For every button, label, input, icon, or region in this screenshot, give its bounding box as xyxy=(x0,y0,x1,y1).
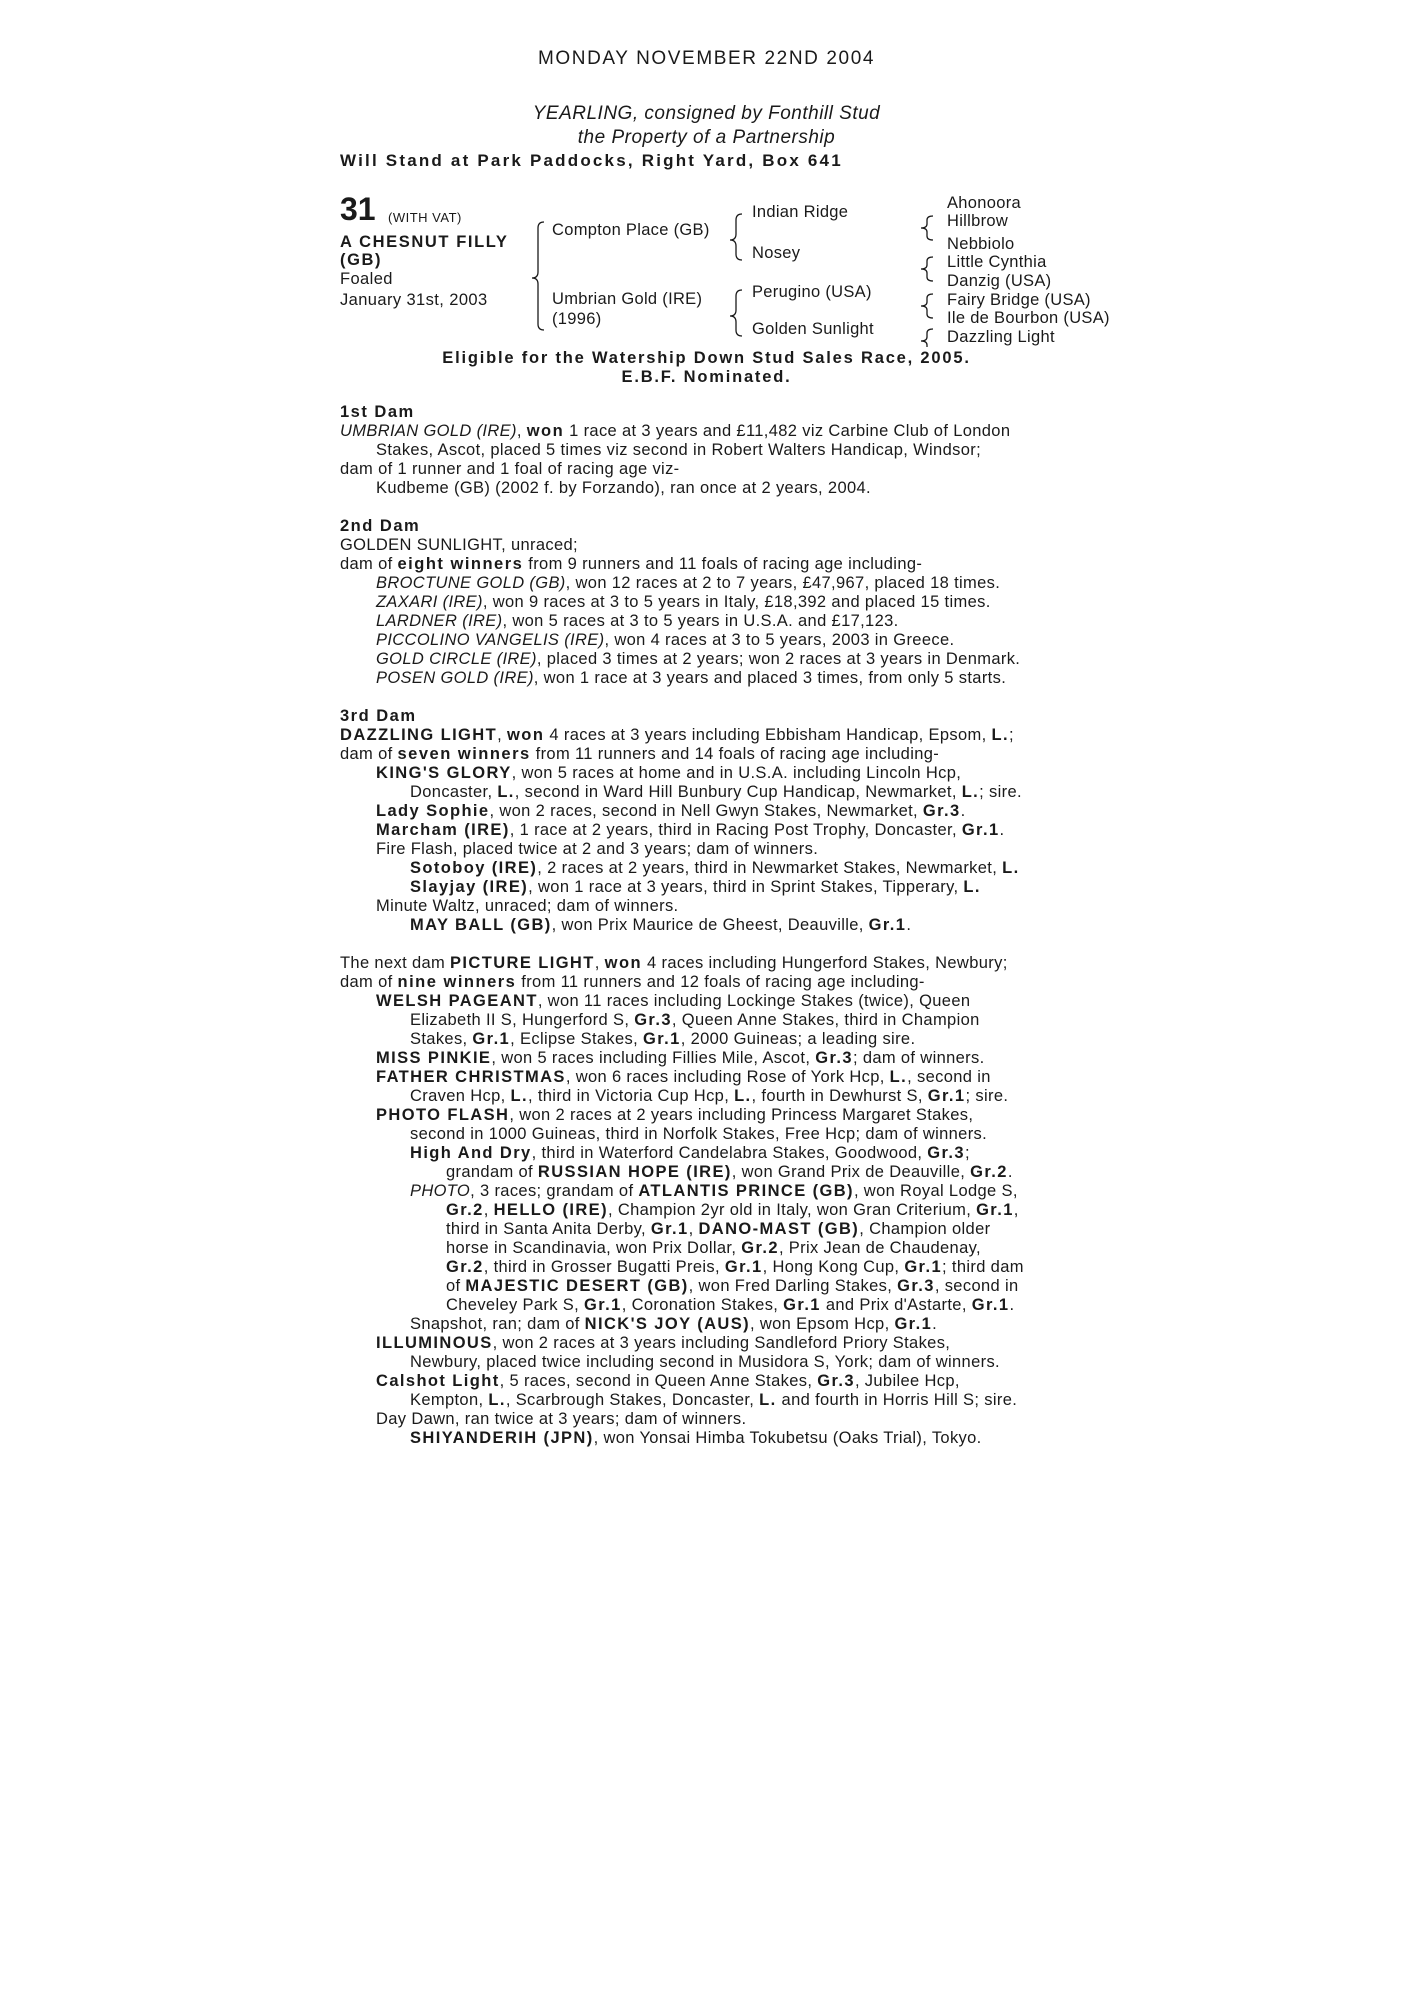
text-run: Calshot Light xyxy=(376,1372,500,1390)
ggp-8: Dazzling Light xyxy=(947,328,1055,346)
text-run: , won 4 races at 3 to 5 years, 2003 in Greece. xyxy=(604,631,955,649)
text-run: HELLO (IRE) xyxy=(493,1201,608,1219)
text-run: ; sire. xyxy=(979,783,1022,801)
dam-name: Umbrian Gold (IRE) xyxy=(552,290,703,308)
text-run: L. xyxy=(961,783,980,801)
text-run: , 2 races at 2 years, third in Newmarket Stakes, Newmarket, xyxy=(537,859,1003,877)
text-run: , xyxy=(497,726,507,744)
text-run: from 11 runners and 12 foals of racing age including- xyxy=(516,973,925,991)
text-run: Gr.1 xyxy=(724,1258,763,1276)
text-line xyxy=(340,479,1080,498)
section-gap xyxy=(340,935,1080,954)
text-line xyxy=(340,859,1080,878)
text-run: FATHER CHRISTMAS xyxy=(376,1068,566,1086)
text-run: 1st Dam xyxy=(340,403,415,421)
text-run: , Coronation Stakes, xyxy=(621,1296,784,1314)
text-run: , xyxy=(594,954,605,972)
text-line xyxy=(340,441,1080,460)
text-line xyxy=(340,992,1080,1011)
text-run: , Hong Kong Cup, xyxy=(762,1258,905,1276)
text-line xyxy=(340,422,1080,441)
text-run: , 2000 Guineas; a leading sire. xyxy=(680,1030,916,1048)
text-line xyxy=(340,1182,1080,1201)
text-run: Gr.1 xyxy=(927,1087,966,1105)
text-line xyxy=(340,1068,1080,1087)
text-run: , third in Victoria Cup Hcp, xyxy=(527,1087,735,1105)
text-line xyxy=(340,1220,1080,1239)
text-line xyxy=(340,536,1080,555)
text-run: won xyxy=(526,422,565,440)
text-run: dam of xyxy=(340,973,398,991)
section-gap xyxy=(340,688,1080,707)
text-run: ILLUMINOUS xyxy=(376,1334,493,1352)
text-run: Gr.1 xyxy=(868,916,907,934)
text-line xyxy=(340,555,1080,574)
text-run: . xyxy=(932,1315,938,1333)
text-run: ; xyxy=(965,1144,970,1162)
text-run: ; xyxy=(1008,726,1014,744)
text-run: L. xyxy=(759,1391,777,1409)
text-line xyxy=(340,1353,1080,1372)
text-run: , won 5 races at home and in U.S.A. including Lincoln Hcp, xyxy=(511,764,962,782)
text-run: Craven Hcp, xyxy=(410,1087,511,1105)
text-run: . xyxy=(1007,1163,1013,1181)
text-run: UMBRIAN GOLD (IRE) xyxy=(340,422,517,440)
text-run: Gr.1 xyxy=(971,1296,1010,1314)
text-run: ; dam of winners. xyxy=(852,1049,985,1067)
text-run: , Champion older xyxy=(859,1220,991,1238)
sale-date: MONDAY NOVEMBER 22ND 2004 xyxy=(537,48,876,69)
text-run: , fourth in Dewhurst S, xyxy=(751,1087,928,1105)
text-run: . xyxy=(1009,1296,1015,1314)
eligibility-note: Eligible for the Watership Down Stud Sales Race, 2005. xyxy=(442,349,971,367)
text-line xyxy=(340,726,1080,745)
text-line xyxy=(340,916,1080,935)
text-line xyxy=(340,631,1080,650)
text-run: , placed 3 times at 2 years; won 2 races at 3 years in Denmark. xyxy=(536,650,1021,668)
text-run: L. xyxy=(1002,859,1020,877)
text-run: , Prix Jean de Chaudenay, xyxy=(778,1239,981,1257)
text-run: Gr.1 xyxy=(584,1296,622,1314)
text-run: Stakes, xyxy=(410,1030,473,1048)
text-run: L. xyxy=(963,878,981,896)
text-run: , xyxy=(516,422,527,440)
text-line xyxy=(340,1239,1080,1258)
text-run: , xyxy=(1013,1201,1019,1219)
text-run: Gr.1 xyxy=(904,1258,943,1276)
horse-description: A CHESNUT FILLY xyxy=(340,233,509,251)
text-run: , Jubilee Hcp, xyxy=(854,1372,960,1390)
ggp-5: Danzig (USA) xyxy=(947,272,1052,290)
text-line xyxy=(340,707,1080,726)
text-run: L. xyxy=(510,1087,528,1105)
text-line xyxy=(340,1125,1080,1144)
text-run: , Queen Anne Stakes, third in Champion xyxy=(671,1011,980,1029)
text-run: , won Fred Darling Stakes, xyxy=(688,1277,898,1295)
text-run: , xyxy=(688,1220,699,1238)
text-line xyxy=(340,1372,1080,1391)
text-run: 3rd Dam xyxy=(340,707,417,725)
text-run: , won 11 races including Lockinge Stakes (twice), Queen xyxy=(537,992,971,1010)
text-line xyxy=(340,1391,1080,1410)
ggp-3: Nebbiolo xyxy=(947,235,1015,253)
text-run: and fourth in Horris Hill S; sire. xyxy=(776,1391,1018,1409)
sire-sire-name: Indian Ridge xyxy=(752,203,849,221)
text-run: Snapshot, ran; dam of xyxy=(410,1315,585,1333)
text-run: , 1 race at 2 years, third in Racing Post Trophy, Doncaster, xyxy=(509,821,962,839)
text-line xyxy=(340,1201,1080,1220)
text-run: High And Dry xyxy=(410,1144,532,1162)
text-run: PICTURE LIGHT xyxy=(450,954,595,972)
text-run: 4 races at 3 years including Ebbisham Handicap, Epsom, xyxy=(544,726,992,744)
text-run: Gr.3 xyxy=(817,1372,855,1390)
text-run: , Champion 2yr old in Italy, won Gran Criterium, xyxy=(608,1201,977,1219)
text-run: , second in xyxy=(907,1068,991,1086)
text-line xyxy=(340,973,1080,992)
text-run: Fire Flash, placed twice at 2 and 3 years; dam of winners. xyxy=(376,840,819,858)
text-line xyxy=(340,1011,1080,1030)
text-run: ; third dam xyxy=(942,1258,1024,1276)
text-run: Minute Waltz, unraced; dam of winners. xyxy=(376,897,679,915)
text-run: , won Royal Lodge S, xyxy=(853,1182,1018,1200)
sire-name: Compton Place (GB) xyxy=(552,221,710,239)
text-run: . xyxy=(960,802,966,820)
text-run: Gr.1 xyxy=(783,1296,821,1314)
text-line xyxy=(340,897,1080,916)
dam-year: (1996) xyxy=(552,310,602,328)
text-run: DANO-MAST (GB) xyxy=(698,1220,860,1238)
text-run: 4 races including Hungerford Stakes, Newbury; xyxy=(642,954,1008,972)
text-run: dam of xyxy=(340,555,398,573)
property-line: the Property of a Partnership xyxy=(577,127,836,148)
text-run: , won 9 races at 3 to 5 years in Italy, £18,392 and placed 15 times. xyxy=(482,593,991,611)
text-run: , third in Grosser Bugatti Preis, xyxy=(483,1258,725,1276)
text-run: LARDNER (IRE) xyxy=(376,612,503,630)
text-run: Gr.1 xyxy=(643,1030,681,1048)
text-line xyxy=(340,1030,1080,1049)
text-run: Kudbeme (GB) (2002 f. by Forzando), ran once at 2 years, 2004. xyxy=(376,479,871,497)
text-run: Gr.2 xyxy=(741,1239,779,1257)
ggp-2: Hillbrow xyxy=(947,212,1009,230)
text-run: , won 6 races including Rose of York Hcp, xyxy=(565,1068,890,1086)
text-line xyxy=(340,821,1080,840)
text-run: MAY BALL (GB) xyxy=(410,916,552,934)
text-run: . xyxy=(999,821,1005,839)
ggp-7: Ile de Bourbon (USA) xyxy=(947,309,1110,327)
text-run: , won 1 race at 3 years, third in Sprint Stakes, Tipperary, xyxy=(528,878,964,896)
text-line xyxy=(340,1049,1080,1068)
text-run: , won Epsom Hcp, xyxy=(750,1315,895,1333)
section-gap xyxy=(340,498,1080,517)
text-line xyxy=(340,783,1080,802)
text-run: from 11 runners and 14 foals of racing age including- xyxy=(530,745,940,763)
text-run: Gr.2 xyxy=(970,1163,1008,1181)
text-run: , won 12 races at 2 to 7 years, £47,967, placed 18 times. xyxy=(565,574,1001,592)
consignment-line: YEARLING, consigned by Fonthill Stud xyxy=(532,103,881,124)
text-line xyxy=(340,954,1080,973)
text-run: , won 2 races, second in Nell Gwyn Stakes, Newmarket, xyxy=(489,802,923,820)
ggp-1: Ahonoora xyxy=(947,194,1021,212)
text-run: , third in Waterford Candelabra Stakes, Goodwood, xyxy=(531,1144,928,1162)
ebf-note: E.B.F. Nominated. xyxy=(621,368,792,386)
text-run: BROCTUNE GOLD (GB) xyxy=(376,574,566,592)
text-run: second in 1000 Guineas, third in Norfolk Stakes, Free Hcp; dam of winners. xyxy=(410,1125,988,1143)
text-run: Gr.3 xyxy=(897,1277,935,1295)
text-line xyxy=(340,650,1080,669)
pedigree-notes xyxy=(340,403,1080,1448)
text-line xyxy=(340,1410,1080,1429)
text-run: , won Prix Maurice de Gheest, Deauville, xyxy=(551,916,869,934)
text-run: . xyxy=(906,916,912,934)
text-run: DAZZLING LIGHT xyxy=(340,726,498,744)
text-run: Gr.3 xyxy=(927,1144,965,1162)
text-run: Gr.1 xyxy=(650,1220,689,1238)
text-run: Lady Sophie xyxy=(376,802,490,820)
text-line xyxy=(340,1334,1080,1353)
text-run: KING'S GLORY xyxy=(376,764,512,782)
text-run: Day Dawn, ran twice at 3 years; dam of winners. xyxy=(376,1410,747,1428)
foaled-label: Foaled xyxy=(340,270,393,288)
ggp-6: Fairy Bridge (USA) xyxy=(947,291,1091,309)
text-run: , Eclipse Stakes, xyxy=(510,1030,643,1048)
text-run: , second in xyxy=(934,1277,1019,1295)
text-run: , xyxy=(483,1201,494,1219)
text-run: Gr.1 xyxy=(961,821,1000,839)
text-run: and Prix d'Astarte, xyxy=(820,1296,972,1314)
text-run: third in Santa Anita Derby, xyxy=(446,1220,651,1238)
text-line xyxy=(340,1087,1080,1106)
text-run: , won 2 races at 2 years including Princess Margaret Stakes, xyxy=(509,1106,974,1124)
text-run: dam of 1 runner and 1 foal of racing age viz- xyxy=(340,460,680,478)
text-run: seven winners xyxy=(397,745,531,763)
text-run: Gr.1 xyxy=(472,1030,511,1048)
text-line xyxy=(340,1258,1080,1277)
text-run: Gr.3 xyxy=(922,802,961,820)
text-run: L. xyxy=(497,783,515,801)
text-run: , won 1 race at 3 years and placed 3 times, from only 5 starts. xyxy=(533,669,1007,687)
text-run: NICK'S JOY (AUS) xyxy=(584,1315,751,1333)
text-run: GOLD CIRCLE (IRE) xyxy=(376,650,537,668)
lot-number: 31 xyxy=(340,191,376,227)
text-run: won xyxy=(506,726,545,744)
text-line xyxy=(340,1277,1080,1296)
text-run: MISS PINKIE xyxy=(376,1049,492,1067)
text-run: PHOTO FLASH xyxy=(376,1106,510,1124)
dam-sire-name: Perugino (USA) xyxy=(752,283,872,301)
text-run: , won 5 races including Fillies Mile, Ascot, xyxy=(491,1049,816,1067)
text-run: horse in Scandinavia, won Prix Dollar, xyxy=(446,1239,742,1257)
text-run: , won Grand Prix de Deauville, xyxy=(731,1163,971,1181)
sire-dam-name: Nosey xyxy=(752,244,801,262)
text-run: dam of xyxy=(340,745,398,763)
text-run: Slayjay (IRE) xyxy=(410,878,529,896)
text-line xyxy=(340,745,1080,764)
text-run: Kempton, xyxy=(410,1391,489,1409)
text-run: Doncaster, xyxy=(410,783,498,801)
text-run: from 9 runners and 11 foals of racing age including- xyxy=(523,555,923,573)
text-run: 2nd Dam xyxy=(340,517,421,535)
text-run: , won 5 races at 3 to 5 years in U.S.A. and £17,123. xyxy=(502,612,899,630)
vat-note: (WITH VAT) xyxy=(388,210,462,225)
text-run: Stakes, Ascot, placed 5 times viz second in Robert Walters Handicap, Windsor; xyxy=(376,441,982,459)
text-run: MAJESTIC DESERT (GB) xyxy=(465,1277,689,1295)
text-run: GOLDEN SUNLIGHT, unraced; xyxy=(340,536,578,554)
text-run: Gr.2 xyxy=(446,1201,484,1219)
text-run: Gr.1 xyxy=(894,1315,933,1333)
text-run: L. xyxy=(991,726,1009,744)
text-run: Gr.3 xyxy=(634,1011,672,1029)
text-run: Gr.1 xyxy=(976,1201,1014,1219)
text-run: eight winners xyxy=(397,555,524,573)
text-run: L. xyxy=(734,1087,752,1105)
text-run: , second in Ward Hill Bunbury Cup Handicap, Newmarket, xyxy=(514,783,962,801)
text-run: Elizabeth II S, Hungerford S, xyxy=(410,1011,635,1029)
dam-dam-name: Golden Sunlight xyxy=(752,320,874,338)
text-run: Sotoboy (IRE) xyxy=(410,859,538,877)
text-line xyxy=(340,878,1080,897)
text-line xyxy=(340,1106,1080,1125)
text-run: nine winners xyxy=(397,973,517,991)
text-run: won xyxy=(604,954,643,972)
text-run: WELSH PAGEANT xyxy=(376,992,538,1010)
text-line xyxy=(340,1144,1080,1163)
text-line xyxy=(340,574,1080,593)
text-run: ATLANTIS PRINCE (GB) xyxy=(638,1182,854,1200)
text-line xyxy=(340,460,1080,479)
text-run: L. xyxy=(889,1068,908,1086)
ggp-4: Little Cynthia xyxy=(947,253,1047,271)
text-line xyxy=(340,669,1080,688)
text-run: RUSSIAN HOPE (IRE) xyxy=(537,1163,732,1181)
text-run: , 5 races, second in Queen Anne Stakes, xyxy=(499,1372,818,1390)
text-run: POSEN GOLD (IRE) xyxy=(376,669,534,687)
text-line xyxy=(340,802,1080,821)
text-line xyxy=(340,1296,1080,1315)
text-run: , Scarbrough Stakes, Doncaster, xyxy=(505,1391,760,1409)
text-run: grandam of xyxy=(446,1163,538,1181)
text-line xyxy=(340,517,1080,536)
foaled-date: January 31st, 2003 xyxy=(340,291,488,309)
text-run: Cheveley Park S, xyxy=(446,1296,585,1314)
text-line xyxy=(340,764,1080,783)
text-run: The next dam xyxy=(340,954,451,972)
text-line xyxy=(340,1315,1080,1334)
text-line xyxy=(340,593,1080,612)
text-run: Gr.2 xyxy=(446,1258,484,1276)
text-run: L. xyxy=(488,1391,506,1409)
text-line xyxy=(340,403,1080,422)
text-run: Gr.3 xyxy=(815,1049,853,1067)
text-run: , won 2 races at 3 years including Sandleford Priory Stakes, xyxy=(492,1334,951,1352)
text-line xyxy=(340,612,1080,631)
text-line xyxy=(340,840,1080,859)
text-line xyxy=(340,1163,1080,1182)
stand-location: Will Stand at Park Paddocks, Right Yard, Box 641 xyxy=(340,151,843,170)
text-run: ZAXARI (IRE) xyxy=(376,593,483,611)
text-run: of xyxy=(446,1277,466,1295)
text-run: Marcham (IRE) xyxy=(376,821,510,839)
text-run: SHIYANDERIH (JPN) xyxy=(410,1429,594,1447)
text-run: , 3 races; grandam of xyxy=(470,1182,639,1200)
text-run: PHOTO xyxy=(410,1182,471,1200)
text-line xyxy=(340,1429,1080,1448)
text-run: 1 race at 3 years and £11,482 viz Carbine Club of London xyxy=(564,422,1011,440)
text-run: ; sire. xyxy=(965,1087,1009,1105)
horse-origin: (GB) xyxy=(340,251,383,269)
text-run: , won Yonsai Himba Tokubetsu (Oaks Trial), Tokyo. xyxy=(593,1429,982,1447)
text-run: PICCOLINO VANGELIS (IRE) xyxy=(376,631,605,649)
text-run: Newbury, placed twice including second in Musidora S, York; dam of winners. xyxy=(410,1353,1000,1371)
